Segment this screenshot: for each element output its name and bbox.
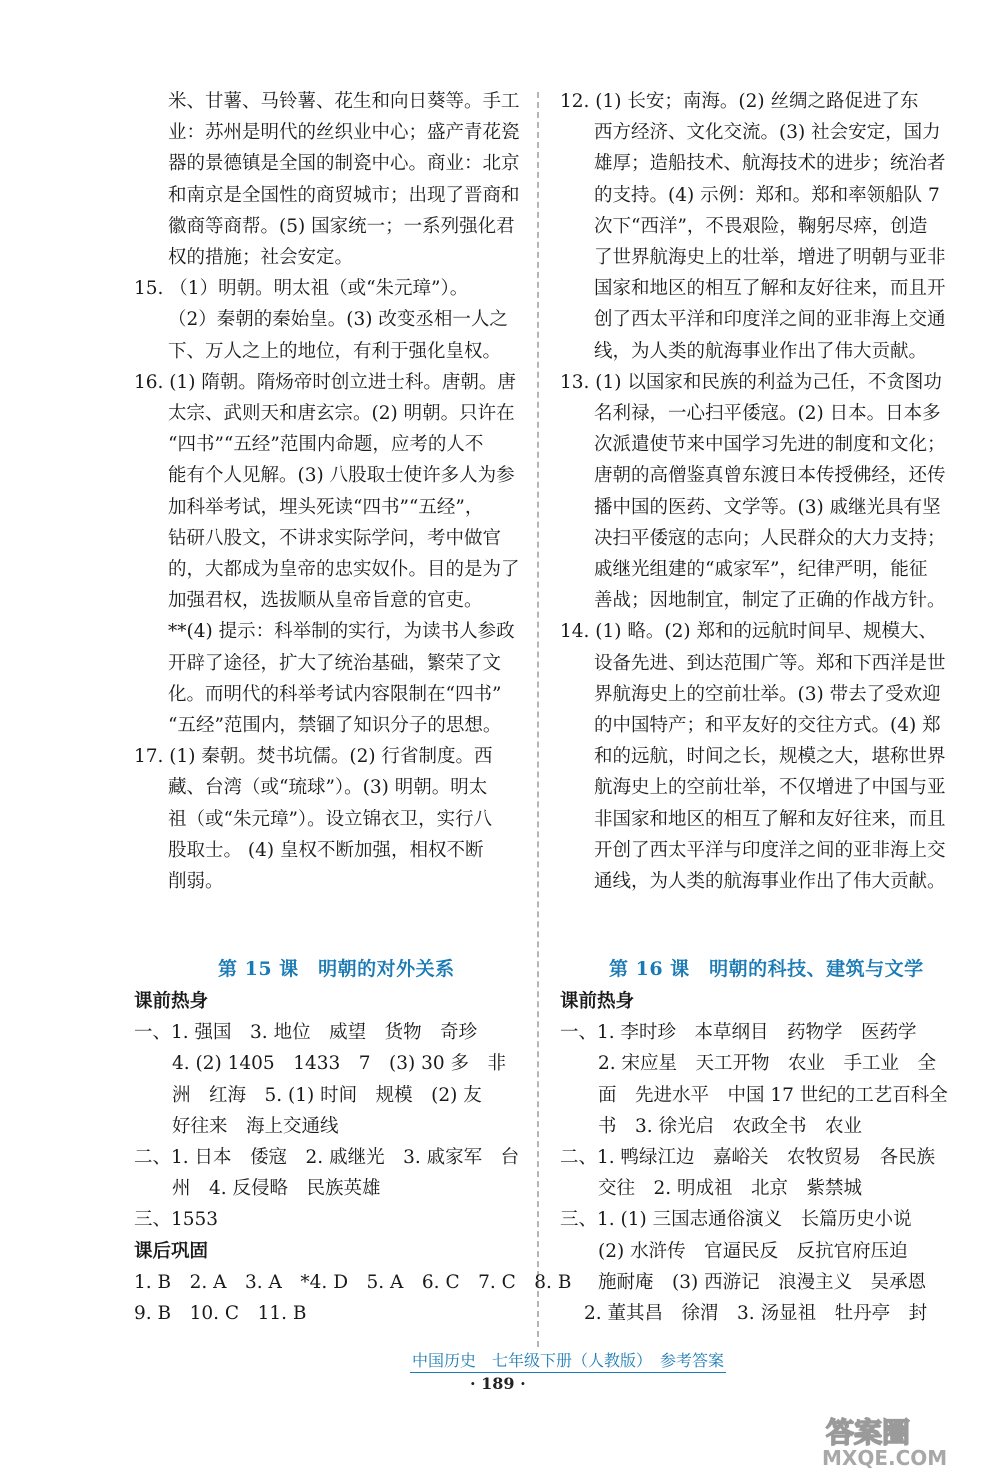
lesson-16-answer-line: 2. 宋应星 天工开物 农业 手工业 全 [598, 1053, 937, 1075]
left-answer-line: 器的景德镇是全国的制瓷中心。商业：北京 [168, 153, 520, 175]
lesson-15-warmup-line: 洲 红海 5. (1) 时间 规模 (2) 友 [172, 1084, 482, 1106]
lesson-15-warmup-line: 一、1. 强国 3. 地位 威望 货物 奇珍 [134, 1022, 478, 1044]
lesson-16-answer-line: 三、1. (1) 三国志通俗演义 长篇历史小说 [560, 1209, 912, 1231]
right-answer-line: 14. (1) 略。(2) 郑和的远航时间早、规模大、 [560, 621, 937, 643]
right-answer-line: 的中国特产；和平友好的交往方式。(4) 郑 [594, 715, 941, 737]
left-answer-line: **(4) 提示：科举制的实行，为读书人参政 [168, 621, 515, 643]
right-answer-line: 戚继光组建的“戚家军”，纪律严明，能征 [594, 559, 928, 581]
lesson-15-warmup-line: 好往来 海上交通线 [172, 1115, 339, 1137]
left-answer-line: 加强君权，选拔顺从皇帝旨意的官吏。 [168, 590, 483, 612]
footer-book-title: 中国历史 七年级下册（人教版） 参考答案 [410, 1348, 726, 1373]
left-answer-line: 的，大都成为皇帝的忠实奴仆。目的是为了 [168, 559, 520, 581]
lesson-15-title: 第 15 课 明朝的对外关系 [218, 958, 455, 980]
left-answer-column [134, 86, 520, 897]
lesson-16-warmup-heading: 课前热身 [560, 991, 635, 1012]
lesson-16-answer-line: 二、1. 鸭绿江边 嘉峪关 农牧贸易 各民族 [560, 1147, 936, 1169]
lesson-15-answer-line: 三、1553 [134, 1209, 219, 1231]
column-divider [537, 92, 539, 1347]
lesson-15-review-heading: 课后巩固 [134, 1240, 209, 1262]
right-answer-line: 名利禄，一心扫平倭寇。(2) 日本。日本多 [594, 403, 941, 425]
right-answer-line: 了世界航海史上的壮举，增进了明朝与亚非 [594, 247, 946, 269]
lesson-15-warmup-line: 4. (2) 1405 1433 7 (3) 30 多 非 [172, 1053, 507, 1075]
lesson-15-answer-line: 州 4. 反侵略 民族英雄 [172, 1178, 381, 1200]
left-answer-line: 藏、台湾（或“琉球”）。(3) 明朝。明太 [168, 777, 488, 799]
right-answer-line: 唐朝的高僧鉴真曾东渡日本传授佛经，还传 [594, 465, 946, 487]
right-answer-line: 12. (1) 长安；南海。(2) 丝绸之路促进了东 [560, 91, 919, 112]
left-answer-line: 和南京是全国性的商贸城市；出现了晋商和 [168, 184, 520, 206]
lesson-15-review-line: 9. B 10. C 11. B [134, 1303, 307, 1325]
right-answer-line: 次下“西洋”，不畏艰险，鞠躬尽瘁，创造 [594, 215, 928, 237]
right-answer-line: 开创了西太平洋与印度洋之间的亚非海上交 [594, 839, 946, 861]
right-answer-line: 的支持。(4) 示例：郑和。郑和率领船队 7 [594, 184, 940, 206]
right-answer-line: 界航海史上的空前壮举。(3) 带去了受欢迎 [594, 683, 941, 705]
right-answer-line: 决扫平倭寇的志向；人民群众的大力支持； [594, 527, 946, 549]
lesson-15-warmup-answers [134, 1017, 516, 1142]
left-answer-line: 开辟了途径，扩大了统治基础，繁荣了文 [168, 652, 502, 674]
right-answer-line: 西方经济、文化交流。(3) 社会安定，国力 [594, 122, 941, 144]
page-number: · 189 · [470, 1374, 526, 1393]
right-answer-column [560, 86, 946, 897]
lesson-16-answers [560, 1017, 948, 1329]
right-answer-line: 非国家和地区的相互了解和友好往来，而且 [594, 808, 946, 830]
lesson-15-review-line: 1. B 2. A 3. A *4. D 5. A 6. C 7. C 8. B [134, 1271, 572, 1293]
left-answer-line: （2）秦朝的秦始皇。(3) 改变丞相一人之 [168, 309, 508, 331]
lesson-16-answer-line: 施耐庵 (3) 西游记 浪漫主义 吴承恩 [598, 1271, 927, 1293]
lesson-16-answer-line: (2) 水浒传 官逼民反 反抗官府压迫 [598, 1240, 908, 1262]
lesson-15-review-answers [134, 1267, 572, 1329]
left-answer-line: 16. (1) 隋朝。隋炀帝时创立进士科。唐朝。唐 [134, 371, 516, 393]
watermark-text-top: 答案圈 [826, 1416, 911, 1449]
right-answer-line: 线，为人类的航海事业作出了伟大贡献。 [594, 340, 928, 362]
left-answer-line: 17. (1) 秦朝。焚书坑儒。(2) 行省制度。西 [134, 746, 493, 768]
left-answer-line: 削弱。 [168, 871, 224, 893]
lesson-16-title: 第 16 课 明朝的科技、建筑与文学 [609, 958, 924, 980]
left-answer-line: 下、万人之上的地位，有利于强化皇权。 [168, 340, 502, 362]
right-answer-line: 国家和地区的相互了解和友好往来，而且开 [594, 278, 946, 300]
left-answer-line: “五经”范围内，禁锢了知识分子的思想。 [168, 715, 502, 737]
left-answer-line: 化。而明代的科举考试内容限制在“四书” [168, 683, 502, 705]
right-answer-line: 和的远航，时间之长，规模之大，堪称世界 [594, 746, 946, 768]
lesson-16-answer-line: 交往 2. 明成祖 北京 紫禁城 [598, 1178, 863, 1200]
left-answer-line: 股取士。 (4) 皇权不断加强，相权不断 [168, 839, 484, 861]
right-answer-line: 创了西太平洋和印度洋之间的亚非海上交通 [594, 309, 946, 331]
lesson-16-answer-line: 一、1. 李时珍 本草纲目 药物学 医药学 [560, 1022, 917, 1044]
left-answer-line: 米、甘薯、马铃薯、花生和向日葵等。手工 [168, 91, 520, 112]
left-answer-line: 权的措施；社会安定。 [168, 247, 354, 269]
lesson-16-section [560, 986, 948, 1329]
lesson-15-more-answers [134, 1142, 520, 1236]
right-answer-line: 雄厚；造船技术、航海技术的进步；统治者 [594, 153, 946, 175]
right-answer-line: 善战；因地制宜，制定了正确的作战方针。 [594, 590, 946, 612]
left-answer-line: “四书”“五经”范围内命题，应考的人不 [168, 434, 484, 456]
left-answer-line: 加科举考试，埋头死读“四书”“五经”， [168, 496, 484, 518]
left-answer-line: 钻研八股文，不讲求实际学问，考中做官 [168, 527, 502, 549]
watermark-logo [818, 1408, 988, 1468]
watermark-text-bottom: MXQE.COM [822, 1446, 948, 1470]
left-answer-line: 太宗、武则天和唐玄宗。(2) 明朝。只许在 [168, 403, 515, 425]
right-answer-line: 次派遣使节来中国学习先进的制度和文化； [594, 434, 946, 456]
lesson-16-answer-line: 书 3. 徐光启 农政全书 农业 [598, 1115, 863, 1137]
left-answer-line: 能有个人见解。(3) 八股取士使许多人为参 [168, 465, 515, 487]
lesson-16-answer-line: 2. 董其昌 徐渭 3. 汤显祖 牡丹亭 封 [584, 1303, 928, 1325]
left-answer-line: 业：苏州是明代的丝织业中心；盛产青花瓷 [168, 122, 520, 144]
left-answer-line: 15. （1）明朝。明太祖（或“朱元璋”）。 [134, 278, 469, 300]
left-answer-line: 祖（或“朱元璋”）。设立锦衣卫，实行八 [168, 808, 493, 830]
lesson-16-answer-line: 面 先进水平 中国 17 世纪的工艺百科全 [598, 1084, 948, 1106]
right-answer-line: 播中国的医药、文学等。(3) 戚继光具有坚 [594, 496, 941, 518]
right-answer-line: 13. (1) 以国家和民族的利益为己任，不贪图功 [560, 371, 942, 393]
right-answer-line: 航海史上的空前壮举，不仅增进了中国与亚 [594, 777, 946, 799]
lesson-15-section [134, 986, 572, 1329]
lesson-15-answer-line: 二、1. 日本 倭寇 2. 戚继光 3. 戚家军 台 [134, 1147, 520, 1169]
lesson-15-warmup-heading: 课前热身 [134, 991, 209, 1012]
right-answer-line: 通线，为人类的航海事业作出了伟大贡献。 [594, 871, 946, 893]
left-answer-line: 徽商等商帮。(5) 国家统一；一系列强化君 [168, 215, 515, 237]
right-answer-line: 设备先进、到达范围广等。郑和下西洋是世 [594, 652, 946, 674]
